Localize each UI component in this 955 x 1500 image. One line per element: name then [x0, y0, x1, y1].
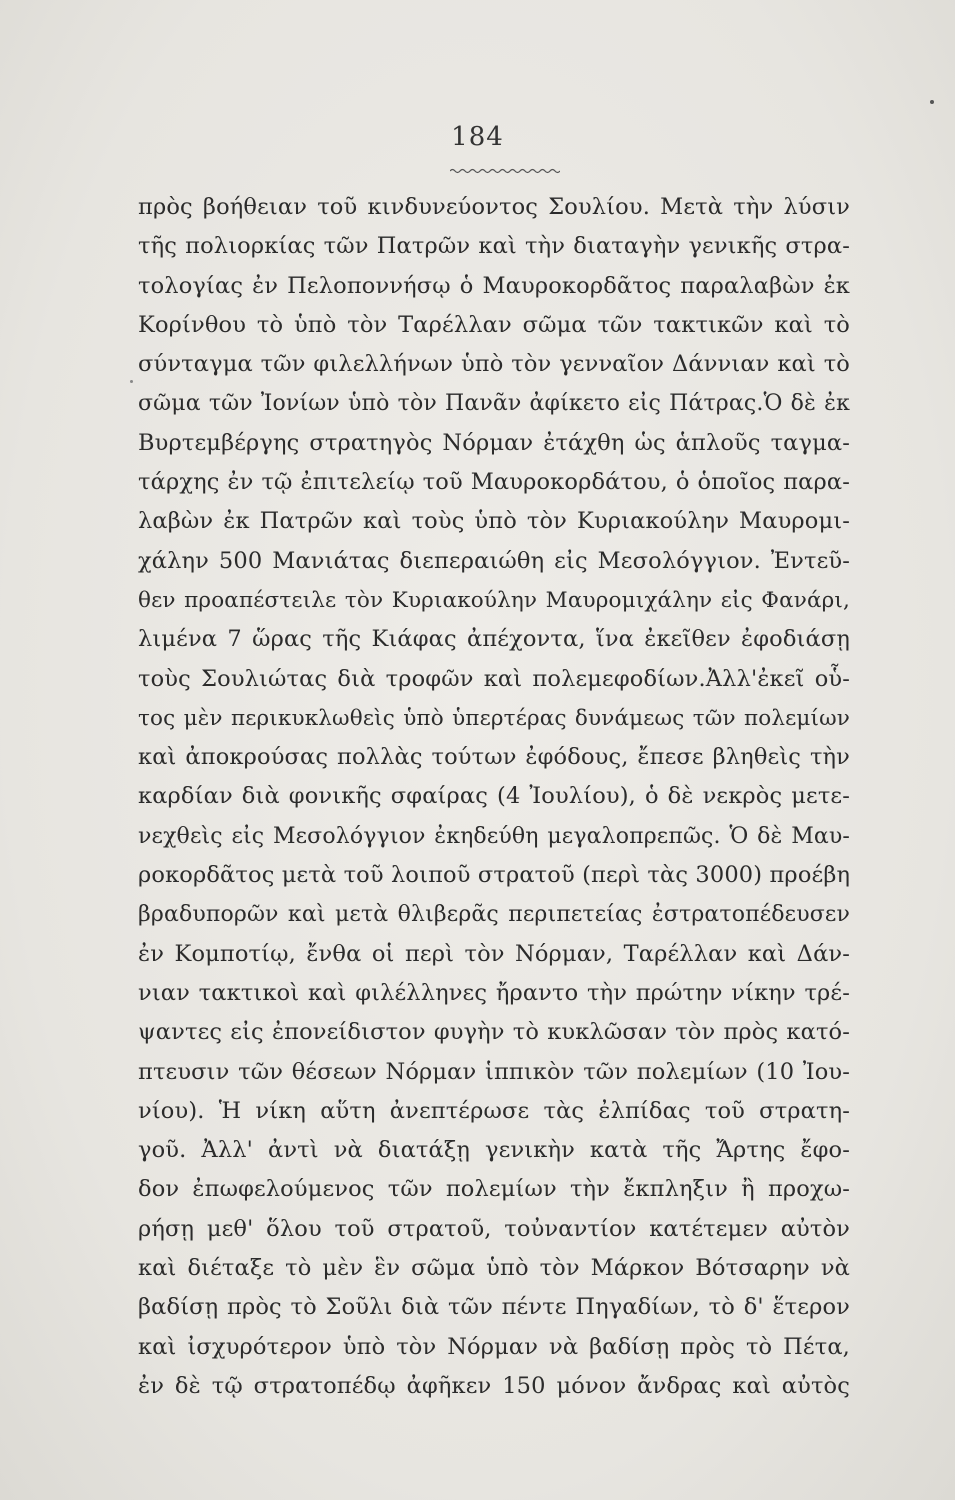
text-line: σύνταγμα τῶν φιλελλήνων ὑπὸ τὸν γενναῖον Δάννιαν καὶ τὸ — [138, 351, 850, 378]
text-line: ροκορδᾶτος μετὰ τοῦ λοιποῦ στρατοῦ (περὶ τὰς 3000) προέβη — [138, 862, 851, 889]
text-line: χάλην 500 Μανιάτας διεπεραιώθη εἰς Μεσολόγγιον. Ἐντεῦ- — [138, 547, 850, 574]
paper-speck — [130, 380, 133, 383]
text-line: Βυρτεμβέργης στρατηγὸς Νόρμαν ἐτάχθη ὡς ἁπλοῦς ταγμα- — [138, 429, 850, 456]
body-text — [138, 188, 850, 1406]
text-line: σῶμα τῶν Ἰονίων ὑπὸ τὸν Πανᾶν ἀφίκετο εἰς Πάτρας.Ὁ δὲ ἐκ — [138, 391, 850, 417]
text-line: βαδίσῃ πρὸς τὸ Σοῦλι διὰ τῶν πέντε Πηγαδίων, τὸ δ' ἕτερον — [138, 1294, 850, 1321]
text-line: τολογίας ἐν Πελοποννήσῳ ὁ Μαυροκορδᾶτος παραλαβὼν ἐκ — [138, 272, 850, 299]
text-line: καρδίαν διὰ φονικῆς σφαίρας (4 Ἰουλίου), ὁ δὲ νεκρὸς μετε- — [138, 783, 850, 810]
page-number: 184 — [451, 122, 504, 152]
text-line: νεχθεὶς εἰς Μεσολόγγιον ἐκηδεύθη μεγαλοπρεπῶς. Ὁ δὲ Μαυ- — [138, 823, 850, 849]
text-line: πρὸς βοήθειαν τοῦ κινδυνεύοντος Σουλίου. Μετὰ τὴν λύσιν — [138, 194, 850, 220]
text-line: τος μὲν περικυκλωθεὶς ὑπὸ ὑπερτέρας δυνάμεως τῶν πολεμίων — [138, 705, 850, 731]
text-line: βραδυπορῶν καὶ μετὰ θλιβερᾶς περιπετείας ἐστρατοπέδευσεν — [138, 902, 850, 928]
text-line: Κορίνθου τὸ ὑπὸ τὸν Ταρέλλαν σῶμα τῶν τακτικῶν καὶ τὸ — [138, 311, 850, 338]
text-line: ἐν δὲ τῷ στρατοπέδῳ ἀφῆκεν 150 μόνον ἄνδρας καὶ αὐτὸς — [138, 1372, 850, 1399]
text-line: τῆς πολιορκίας τῶν Πατρῶν καὶ τὴν διαταγὴν γενικῆς στρα- — [138, 233, 850, 260]
text-line: πτευσιν τῶν θέσεων Νόρμαν ἱππικὸν τῶν πολεμίων (10 Ἰου- — [138, 1058, 850, 1085]
text-line: καὶ διέταξε τὸ μὲν ἓν σῶμα ὑπὸ τὸν Μάρκον Βότσαρην νὰ — [138, 1255, 850, 1282]
text-line: λιμένα 7 ὥρας τῆς Κιάφας ἀπέχοντα, ἵνα ἐκεῖθεν ἐφοδιάσῃ — [138, 626, 850, 653]
decorative-rule — [450, 168, 560, 174]
text-line: δον ἐπωφελούμενος τῶν πολεμίων τὴν ἔκπληξιν ἢ προχω- — [138, 1176, 850, 1203]
text-line: ἐν Κομποτίῳ, ἔνθα οἱ περὶ τὸν Νόρμαν, Ταρέλλαν καὶ Δάν- — [138, 940, 850, 967]
text-line: νιαν τακτικοὶ καὶ φιλέλληνες ἤραντο τὴν πρώτην νίκην τρέ- — [138, 979, 850, 1006]
text-line: γοῦ. Ἀλλ' ἀντὶ νὰ διατάξῃ γενικὴν κατὰ τῆς Ἄρτης ἔφο- — [138, 1137, 850, 1164]
text-line: νίου). Ἡ νίκη αὕτη ἀνεπτέρωσε τὰς ἐλπίδας τοῦ στρατη- — [138, 1097, 850, 1124]
text-line: ψαντες εἰς ἐπονείδιστον φυγὴν τὸ κυκλῶσαν τὸν πρὸς κατό- — [138, 1019, 850, 1046]
text-line: καὶ ἀποκρούσας πολλὰς τούτων ἐφόδους, ἔπεσε βληθεὶς τὴν — [138, 744, 850, 771]
text-line: τάρχης ἐν τῷ ἐπιτελείῳ τοῦ Μαυροκορδάτου, ὁ ὁποῖος παρα- — [138, 469, 850, 496]
text-line: λαβὼν ἐκ Πατρῶν καὶ τοὺς ὑπὸ τὸν Κυριακούλην Μαυρομι- — [138, 508, 850, 535]
text-line: καὶ ἰσχυρότερον ὑπὸ τὸν Νόρμαν νὰ βαδίσῃ πρὸς τὸ Πέτα, — [138, 1333, 850, 1360]
paper-speck — [930, 100, 934, 104]
text-line: θεν προαπέστειλε τὸν Κυριακούλην Μαυρομιχάλην εἰς Φανάρι, — [138, 587, 850, 613]
text-line: ρήσῃ μεθ' ὅλου τοῦ στρατοῦ, τοὐναντίον κατέτεμεν αὐτὸν — [138, 1215, 850, 1242]
text-line: τοὺς Σουλιώτας διὰ τροφῶν καὶ πολεμεφοδίων.Ἀλλ'ἐκεῖ οὗ- — [138, 665, 850, 692]
